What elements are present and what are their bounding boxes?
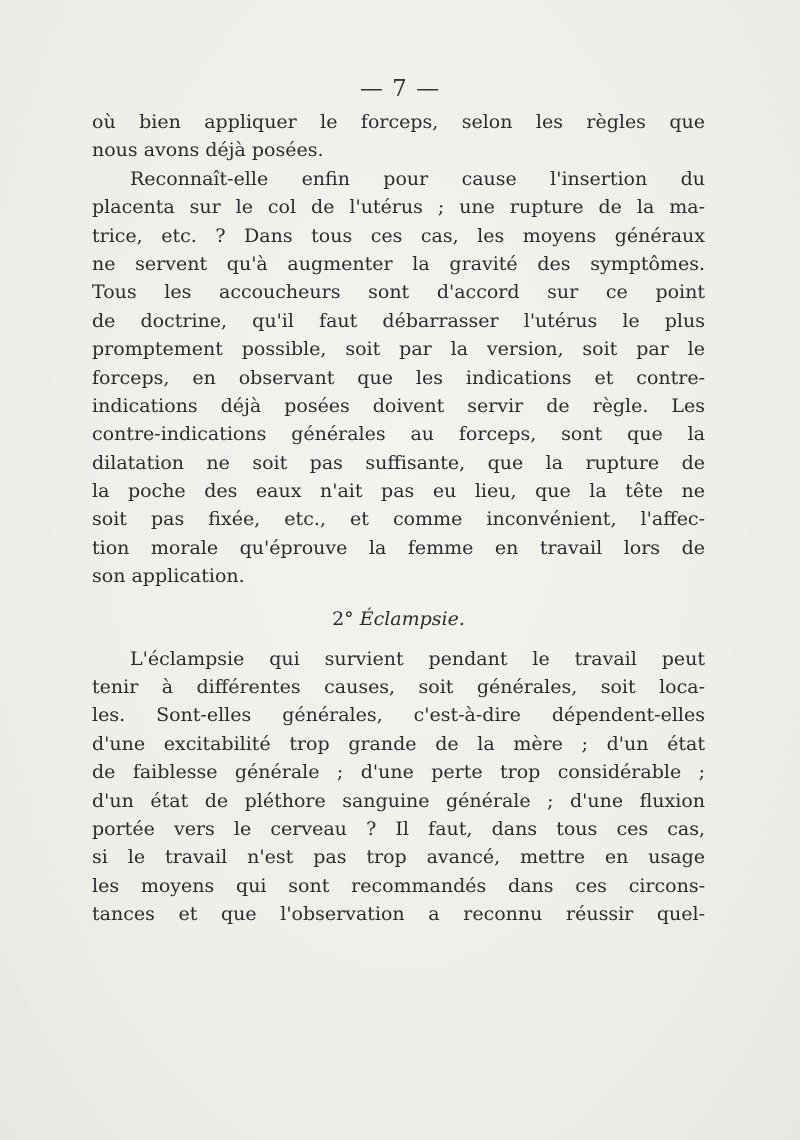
- section-heading: [92, 605, 705, 633]
- text-line: soit pas fixée, etc., et comme inconvénient, l'affec-: [92, 508, 705, 531]
- text-line: son application.: [92, 565, 245, 588]
- text-line: promptement possible, soit par la version, soit par le: [92, 338, 705, 361]
- body-text: [92, 108, 705, 929]
- text-line: tenir à différentes causes, soit générales, soit loca-: [92, 676, 705, 699]
- text-line: de doctrine, qu'il faut débarrasser l'utérus le plus: [92, 309, 705, 332]
- text-line: les. Sont-elles générales, c'est-à-dire dépendent-elles: [92, 704, 705, 727]
- text-line: tances et que l'observation a reconnu réussir quel-: [92, 903, 705, 926]
- section-number: 2°: [332, 607, 354, 630]
- text-line: Tous les accoucheurs sont d'accord sur ce point: [92, 281, 705, 304]
- text-line: où bien appliquer le forceps, selon les règles que: [92, 111, 705, 133]
- text-line: portée vers le cerveau ? Il faut, dans tous ces cas,: [92, 817, 705, 840]
- text-line: si le travail n'est pas trop avancé, mettre en usage: [92, 846, 705, 869]
- paragraph-3: [92, 645, 705, 929]
- text-line: dilatation ne soit pas suffisante, que la rupture de: [92, 451, 705, 474]
- section-title: Éclampsie.: [359, 607, 465, 630]
- text-line: les moyens qui sont recommandés dans ces circons-: [92, 874, 705, 897]
- text-line: de faiblesse générale ; d'une perte trop considérable ;: [92, 761, 705, 784]
- text-line: indications déjà posées doivent servir de règle. Les: [92, 394, 705, 417]
- text-line: trice, etc. ? Dans tous ces cas, les moyens généraux: [92, 224, 705, 247]
- page-number: — 7 —: [359, 76, 441, 102]
- text-line: forceps, en observant que les indications et contre-: [92, 366, 705, 389]
- text-line: la poche des eaux n'ait pas eu lieu, que la tête ne: [92, 480, 705, 503]
- text-line: Reconnaît-elle enfin pour cause l'insertion du: [130, 167, 705, 190]
- text-line: tion morale qu'éprouve la femme en travail lors de: [92, 536, 705, 559]
- text-line: d'un état de pléthore sanguine générale ; d'une fluxion: [92, 789, 705, 812]
- paragraph-2: [92, 165, 705, 591]
- text-line: d'une excitabilité trop grande de la mère ; d'un état: [92, 732, 705, 755]
- text-line: contre-indications générales au forceps, sont que la: [92, 423, 705, 446]
- text-line: nous avons déjà posées.: [92, 139, 324, 162]
- text-line: ne servent qu'à augmenter la gravité des symptômes.: [92, 252, 705, 275]
- text-line: placenta sur le col de l'utérus ; une rupture de la ma-: [92, 196, 705, 219]
- text-line: L'éclampsie qui survient pendant le travail peut: [130, 647, 705, 670]
- paragraph-1: [92, 108, 705, 165]
